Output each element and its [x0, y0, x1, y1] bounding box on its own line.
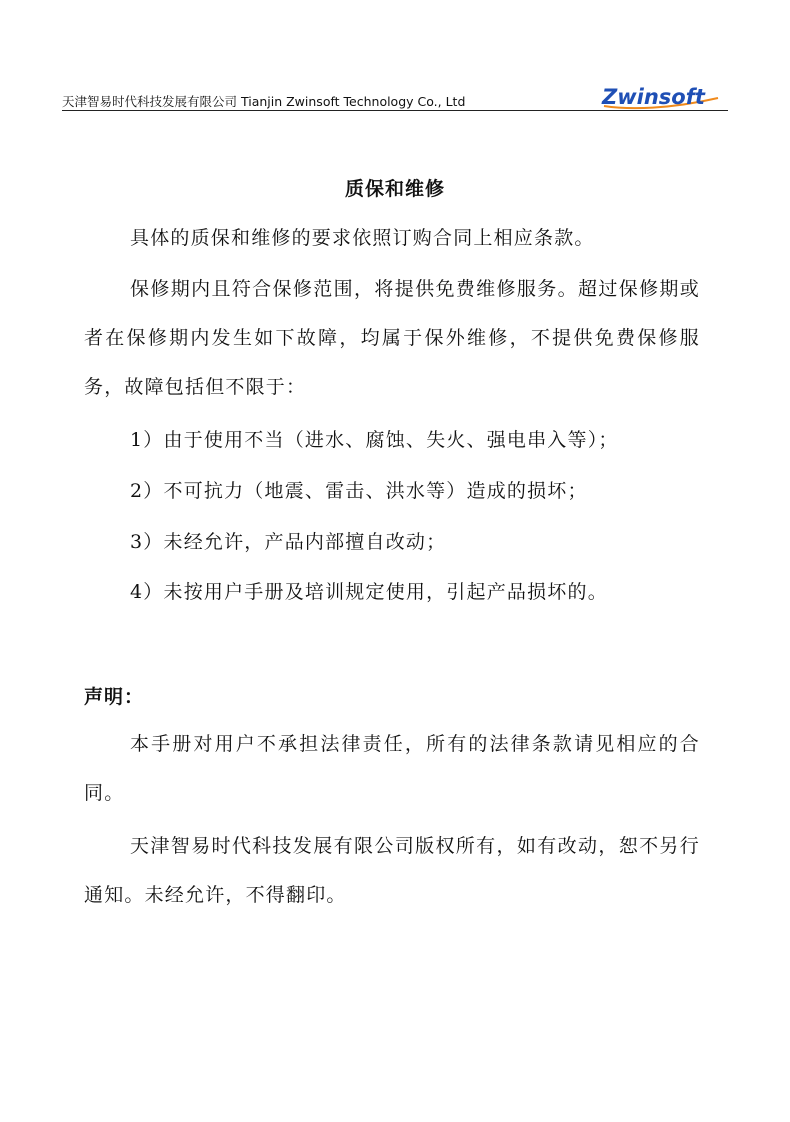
- section-title: 质保和维修: [344, 178, 445, 200]
- warranty-intro-paragraph: 具体的质保和维修的要求依照订购合同上相应条款。: [130, 227, 595, 249]
- zwinsoft-logo: [600, 84, 724, 110]
- warranty-scope-paragraph: 保修期内且符合保修范围，将提供免费维修服务。超过保修期或者在保修期内发生如下故障，均属于保外维修，不提供免费保修服务，故障包括但不限于：: [84, 278, 700, 398]
- statement-heading: 声明：: [84, 686, 145, 708]
- fault-item-3: 3）未经允许，产品内部擅自改动；: [130, 531, 447, 553]
- statement-copyright-paragraph: 天津智易时代科技发展有限公司版权所有，如有改动，恕不另行通知。未经允许，不得翻印。: [84, 835, 700, 906]
- fault-item-2: 2）不可抗力（地震、雷击、洪水等）造成的损坏；: [130, 480, 588, 502]
- header-divider: [62, 110, 728, 111]
- statement-liability-paragraph: 本手册对用户不承担法律责任，所有的法律条款请见相应的合同。: [84, 733, 700, 804]
- header-company-text: 天津智易时代科技发展有限公司 Tianjin Zwinsoft Technology Co., Ltd: [62, 94, 466, 109]
- fault-item-1: 1）由于使用不当（进水、腐蚀、失火、强电串入等）；: [130, 429, 619, 451]
- page-header: [62, 84, 728, 112]
- fault-item-4: 4）未按用户手册及培训规定使用，引起产品损坏的。: [130, 581, 608, 603]
- logo-text: Zwinsoft: [602, 85, 705, 109]
